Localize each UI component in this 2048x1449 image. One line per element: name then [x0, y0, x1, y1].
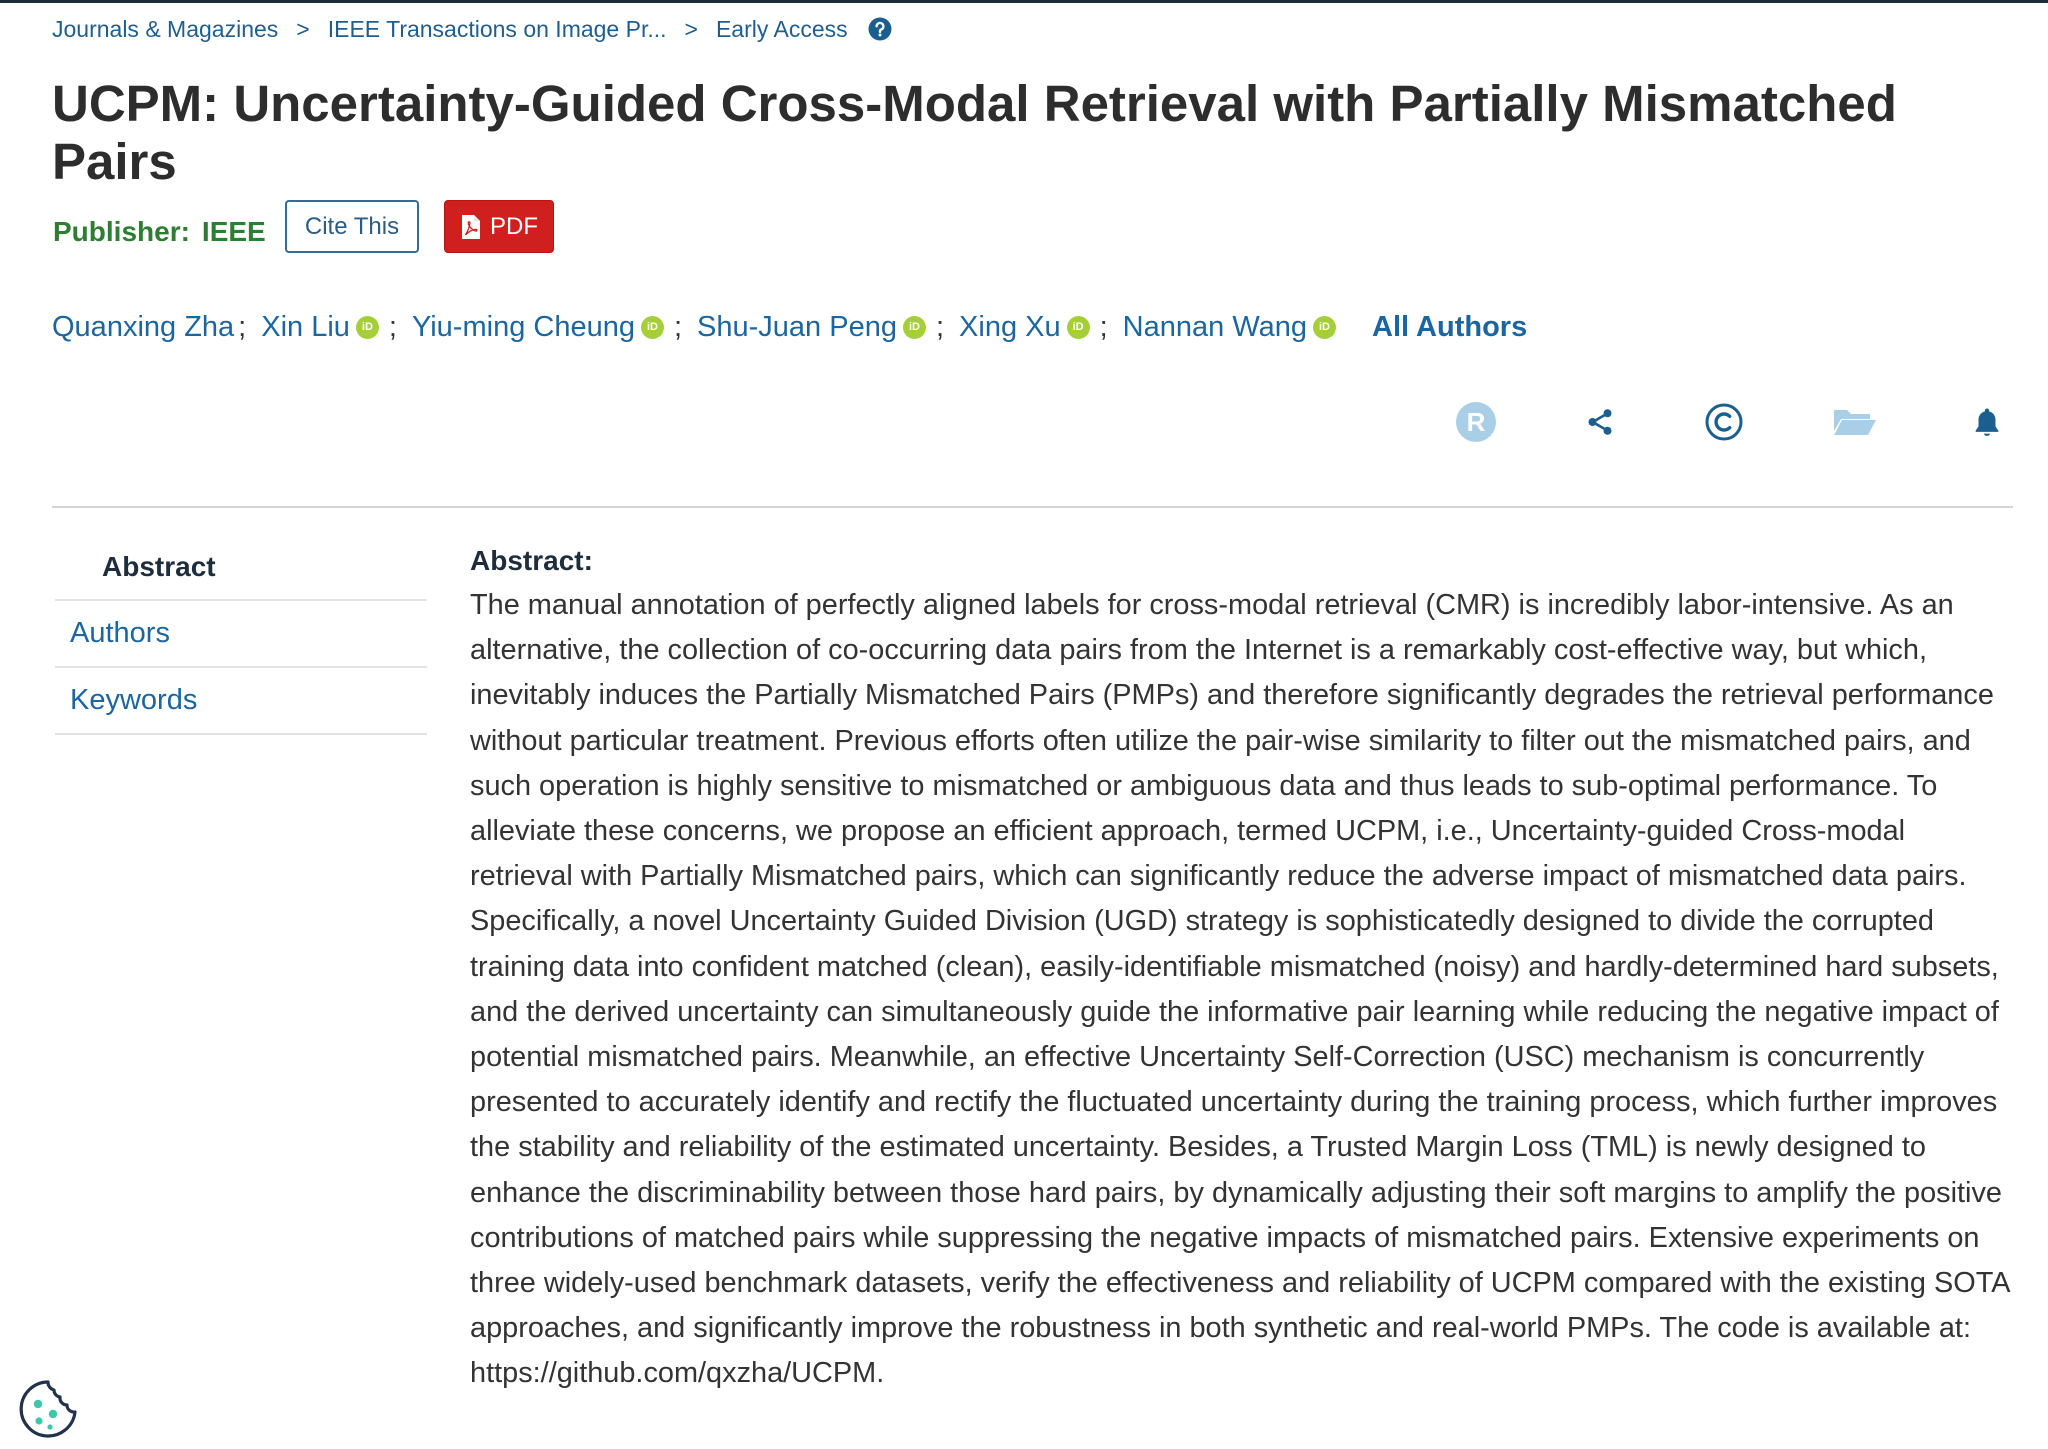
author-link[interactable]: Quanxing Zha	[52, 310, 235, 343]
breadcrumb	[52, 14, 892, 44]
author-separator: ;	[238, 310, 247, 343]
share-icon[interactable]	[1585, 402, 1615, 442]
abstract-section	[470, 538, 2015, 1397]
all-authors-link[interactable]: All Authors	[1372, 310, 1528, 343]
nav-item-abstract[interactable]	[55, 534, 427, 601]
publisher-label: Publisher:	[53, 216, 190, 247]
author-separator: ;	[673, 310, 683, 343]
breadcrumb-journals[interactable]: Journals & Magazines	[52, 15, 279, 42]
author-link[interactable]: Xin Liu	[261, 310, 350, 343]
author-list	[52, 308, 1527, 346]
author-link[interactable]: Yiu-ming Cheung	[411, 310, 635, 343]
document-sections-nav	[55, 534, 427, 735]
publisher	[53, 216, 266, 248]
publisher-name: IEEE	[201, 216, 266, 247]
orcid-icon[interactable]: iD	[1313, 316, 1336, 339]
nav-item-authors[interactable]	[55, 601, 427, 668]
orcid-icon[interactable]: iD	[641, 316, 664, 339]
nav-item-keywords[interactable]	[55, 668, 427, 735]
breadcrumb-early-access[interactable]: Early Access	[715, 15, 848, 42]
pdf-label: PDF	[490, 212, 538, 240]
copyright-icon[interactable]	[1704, 402, 1744, 442]
question-circle-icon[interactable]	[868, 17, 892, 41]
breadcrumb-separator: >	[684, 15, 698, 42]
cite-this-button[interactable]	[285, 200, 419, 253]
top-border	[0, 0, 2048, 3]
nav-item-label: Keywords	[70, 684, 198, 716]
page-title: UCPM: Uncertainty-Guided Cross-Modal Retrieval with Partially Mismatched Pairs	[52, 75, 1897, 190]
author-link[interactable]: Nannan Wang	[1122, 310, 1307, 343]
orcid-icon[interactable]: iD	[903, 316, 926, 339]
section-divider	[52, 506, 2013, 508]
breadcrumb-journal-title[interactable]: IEEE Transactions on Image Pr...	[327, 15, 667, 42]
author-separator: ;	[388, 310, 397, 343]
cookie-settings-button[interactable]	[17, 1378, 79, 1440]
author-separator: ;	[1099, 310, 1108, 343]
author-link[interactable]: Xing Xu	[959, 310, 1061, 343]
alerts-bell-icon[interactable]	[1970, 402, 2004, 442]
orcid-icon[interactable]: iD	[1067, 316, 1090, 339]
cookie-icon	[17, 1378, 79, 1440]
breadcrumb-separator: >	[296, 15, 310, 42]
rights-glyph: R	[1456, 402, 1496, 442]
nav-item-label: Authors	[70, 617, 170, 649]
author-separator: ;	[935, 310, 945, 343]
rights-permissions-icon[interactable]	[1456, 402, 1496, 442]
orcid-icon[interactable]: iD	[356, 316, 379, 339]
folder-icon[interactable]	[1832, 402, 1878, 442]
pdf-button[interactable]	[444, 200, 554, 253]
author-link[interactable]: Shu-Juan Peng	[697, 310, 897, 343]
nav-item-label: Abstract	[102, 550, 216, 582]
abstract-heading: Abstract:	[470, 545, 593, 576]
cite-this-label: Cite This	[304, 212, 400, 240]
abstract-text: The manual annotation of perfectly aligned labels for cross-modal retrieval (CMR) is incredibly labor-intensive. As an alternative, the collection of co-occurring data pairs from the Internet is a remarkably cost-effective way, but which, inevitably induces the Partially Mismatched Pairs (PMPs) and therefore significantly degrades the retrieval performance without particular treatment. Previous efforts often utilize the pair-wise similarity to filter out the mismatched pairs, and such operation is highly sensitive to mismatched or ambiguous data and thus leads to sub-optimal performance. To alleviate these concerns, we propose an efficient approach, termed UCPM, i.e., Uncertainty-guided Cross-modal retrieval with Partially Mismatched pairs, which can significantly reduce the adverse impact of mismatched data pairs. Specifically, a novel Uncertainty Guided Division (UGD) strategy is sophisticatedly designed to divide the corrupted training data into confident matched (clean), easily-identifiable mismatched (noisy) and hardly-determined hard subsets, and the derived uncertainty can simultaneously guide the informative pair learning while reducing the negative impact of potential mismatched pairs. Meanwhile, an effective Uncertainty Self-Correction (USC) mechanism is concurrently presented to accurately identify and rectify the fluctuated uncertainty during the training process, which further improves the stability and reliability of the estimated uncertainty. Besides, a Trusted Margin Loss (TML) is newly designed to enhance the discriminability between those hard pairs, by dynamically adjusting their soft margins to amplify the positive contributions of matched pairs while suppressing the negative impacts of mismatched pairs. Extensive experiments on three widely-used benchmark datasets, verify the effectiveness and reliability of UCPM compared with the existing SOTA approaches, and significantly improve the robustness in both synthetic and real-world PMPs. The code is available at: https://github.com/qxzha/UCPM.	[470, 589, 2009, 1390]
pdf-file-icon	[460, 214, 482, 240]
